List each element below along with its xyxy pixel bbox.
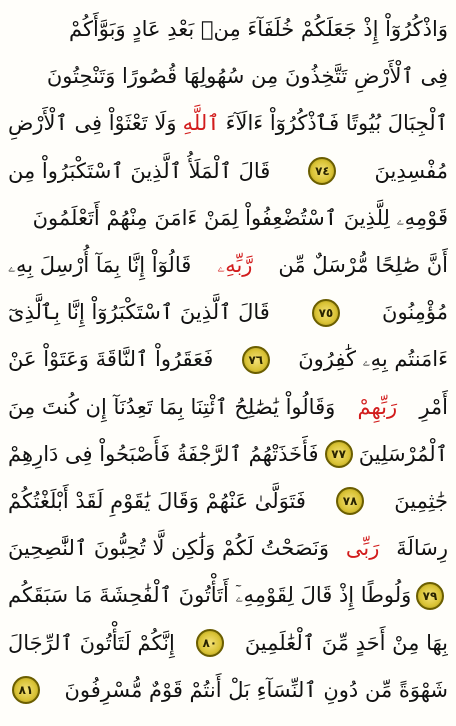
divine-name-text: ٱللَّهِ bbox=[182, 111, 220, 136]
verse-text: فِى ٱلْأَرْضِ تَتَّخِذُونَ مِن سُهُولِهَا قُصُورًا وَتَنْحِتُونَ bbox=[46, 64, 448, 89]
verse-text: وَلُوطًا إِذْ قَالَ لِقَوْمِهِۦٓ أَتَأْتُونَ ٱلْفَٰحِشَةَ مَا سَبَقَكُم bbox=[8, 583, 412, 608]
ayah-number-marker: ٧٤ bbox=[308, 157, 336, 185]
verse-text: إِنَّكُمْ لَتَأْتُونَ ٱلرِّجَالَ bbox=[8, 630, 175, 655]
verse-text: رِسَالَةَ bbox=[396, 536, 448, 561]
verse-line bbox=[8, 384, 448, 431]
verse-line bbox=[8, 478, 448, 525]
ayah-number-marker: ٧٥ bbox=[312, 299, 340, 327]
verse-text: شَهْوَةً مِّن دُونِ ٱلنِّسَآءِ بَلْ أَنتُمْ قَوْمٌ مُّسْرِفُونَ bbox=[64, 677, 448, 702]
verse-text: مُفْسِدِينَ bbox=[374, 158, 448, 183]
ayah-number-marker: ٧٦ bbox=[242, 346, 270, 374]
verse-line bbox=[8, 289, 448, 336]
verse-text: فَأَخَذَتْهُمُ ٱلرَّجْفَةُ فَأَصْبَحُواْ فِى دَارِهِمْ bbox=[8, 441, 319, 466]
verse-text: قَوْمِهِۦ لِلَّذِينَ ٱسْتُضْعِفُواْ لِمَنْ ءَامَنَ مِنْهُمْ أَتَعْلَمُونَ bbox=[32, 205, 448, 230]
verse-line bbox=[8, 667, 448, 714]
verse-line bbox=[8, 525, 448, 572]
verse-line bbox=[8, 53, 448, 100]
verse-line bbox=[8, 100, 448, 147]
verse-text: فَتَوَلَّىٰ عَنْهُمْ وَقَالَ يَٰقَوْمِ لَقَدْ أَبْلَغْتُكُمْ bbox=[8, 488, 306, 513]
divine-name-text: رَبِّى bbox=[345, 536, 380, 561]
verse-text: جَٰثِمِينَ bbox=[394, 488, 448, 513]
verse-line bbox=[8, 148, 448, 195]
verse-text: فَعَقَرُواْ ٱلنَّاقَةَ وَعَتَوْاْ عَنْ bbox=[8, 347, 214, 372]
verse-text: وَنَصَحْتُ لَكُمْ وَلَٰكِن لَّا تُحِبُّونَ ٱلنَّٰصِحِينَ bbox=[8, 536, 329, 561]
ayah-number-marker: ٧٨ bbox=[336, 487, 364, 515]
verse-line bbox=[8, 6, 448, 53]
verse-text: بِهَا مِنْ أَحَدٍ مِّنَ ٱلْعَٰلَمِينَ bbox=[244, 630, 448, 655]
verse-line bbox=[8, 336, 448, 383]
verse-text: أَنَّ صَٰلِحًا مُّرْسَلٌ مِّن bbox=[278, 253, 448, 278]
verse-line bbox=[8, 431, 448, 478]
verse-line bbox=[8, 242, 448, 289]
verse-text: ٱلْجِبَالَ بُيُوتًا فَٱذْكُرُوٓاْ ءَالَآءَ bbox=[225, 111, 448, 136]
verse-text: وَقَالُواْ يَٰصَٰلِحُ ٱئْتِنَا بِمَا تَعِدُنَآ إِن كُنتَ مِنَ bbox=[8, 394, 336, 419]
verse-text: قَالُوٓاْ إِنَّا بِمَآ أُرْسِلَ بِهِۦ bbox=[8, 253, 192, 278]
verse-text: قَالَ ٱلَّذِينَ ٱسْتَكْبَرُوٓاْ إِنَّا بِٱلَّذِىٓ bbox=[8, 300, 270, 325]
verse-text: قَالَ ٱلْمَلَأُ ٱلَّذِينَ ٱسْتَكْبَرُواْ مِن bbox=[8, 158, 271, 183]
divine-name-text: رَبِّهِمْ bbox=[357, 394, 398, 419]
verse-text: ٱلْمُرْسَلِينَ bbox=[358, 441, 448, 466]
verse-text: وَلَا تَعْثَوْاْ فِى ٱلْأَرْضِ bbox=[8, 111, 177, 136]
ayah-number-marker: ٨١ bbox=[12, 676, 40, 704]
verse-line bbox=[8, 619, 448, 666]
verse-line bbox=[8, 572, 448, 619]
verse-text: وَاذْكُرُوٓاْ إِذْ جَعَلَكُمْ خُلَفَآءَ مِنۢ بَعْدِ عَادٍ وَبَوَّأَكُمْ bbox=[68, 17, 448, 42]
verse-line bbox=[8, 195, 448, 242]
verse-text: مُؤْمِنُونَ bbox=[382, 300, 448, 325]
verse-text: ءَامَنتُم بِهِۦ كَٰفِرُونَ bbox=[298, 347, 448, 372]
ayah-number-marker: ٨٠ bbox=[196, 629, 224, 657]
divine-name-text: رَّبِّهِۦ bbox=[217, 253, 253, 278]
ayah-number-marker: ٧٩ bbox=[416, 582, 444, 610]
ayah-number-marker: ٧٧ bbox=[325, 440, 353, 468]
verse-text: أَمْرِ bbox=[419, 394, 448, 419]
